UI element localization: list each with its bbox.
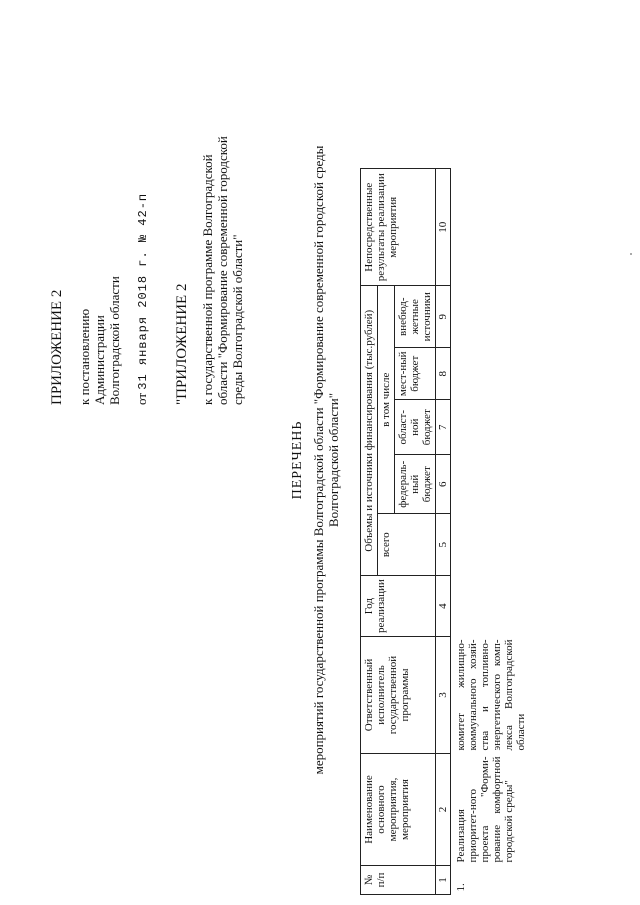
column-number-row <box>436 169 451 895</box>
appendix-line: Администрации <box>92 315 107 405</box>
table-row <box>451 169 530 895</box>
appendix-block <box>50 105 151 405</box>
header-row <box>361 169 378 895</box>
col-results-header: Непосредственные результаты реализации мероприятия <box>361 169 436 286</box>
appendix-heading: ПРИЛОЖЕНИЕ 2 <box>49 289 65 405</box>
col-volumes-header: Объемы и источники финансирования (тыс.рублей) <box>361 286 378 576</box>
previous-appendix-line: к государственной программе Волгоградской <box>200 154 215 405</box>
col-extra-header: внебюд-жетные источники <box>395 286 436 348</box>
col-regional-header: област-ной бюджет <box>395 400 436 455</box>
column-number: 10 <box>436 169 451 286</box>
column-number: 6 <box>436 455 451 514</box>
col-name-header: Наименование основного мероприятия, мероприятия <box>361 754 436 866</box>
date-prefix: от <box>134 392 149 405</box>
previous-appendix-line: среды Волгоградской области" <box>230 234 245 405</box>
appendix-line: Волгоградской области <box>107 276 122 405</box>
appendix-line: к постановлению <box>77 308 92 405</box>
document-title <box>290 20 341 900</box>
col-federal-header: федераль-ный бюджет <box>395 455 436 514</box>
column-number: 7 <box>436 400 451 455</box>
title-line: мероприятий государственной программы Волгоградской области "Формирование современной городской среды <box>311 145 326 775</box>
column-number: 3 <box>436 637 451 754</box>
rotated-document <box>40 20 630 900</box>
column-number: 4 <box>436 576 451 637</box>
column-number: 1 <box>436 866 451 895</box>
row-num: 1. <box>455 883 467 892</box>
appendix-date <box>134 105 151 405</box>
column-number: 9 <box>436 286 451 348</box>
date-stamp: 31 января 2018 г. № 42-п <box>136 192 150 390</box>
col-total-header: всего <box>378 514 436 576</box>
title-line: Волгоградской области" <box>326 392 341 528</box>
col-incl-header: в том числе <box>378 286 395 514</box>
title-heading: ПЕРЕЧЕНЬ <box>290 420 305 500</box>
scan-speck <box>630 253 632 255</box>
column-number: 2 <box>436 754 451 866</box>
col-local-header: мест-ный бюджет <box>395 348 436 400</box>
measures-table <box>360 168 529 895</box>
col-num-header: № п/п <box>361 866 436 895</box>
previous-appendix-heading: "ПРИЛОЖЕНИЕ 2 <box>174 283 190 405</box>
col-year-header: Год реализации <box>361 576 436 637</box>
column-number: 8 <box>436 348 451 400</box>
previous-appendix-line: области "Формирование современной городской <box>215 136 230 405</box>
col-executor-header: Ответственный исполнитель государственной программы <box>361 637 436 754</box>
row-executor: комитет жилищно-коммунального хозяй-ства и топливно-энергетического комп-лекса Волгоградской области <box>455 639 527 751</box>
column-number: 5 <box>436 514 451 576</box>
previous-appendix-block <box>175 30 245 405</box>
row-name: Реализация приоритет-ного проекта "Форми-рование комфортной городской среды" <box>455 756 515 863</box>
